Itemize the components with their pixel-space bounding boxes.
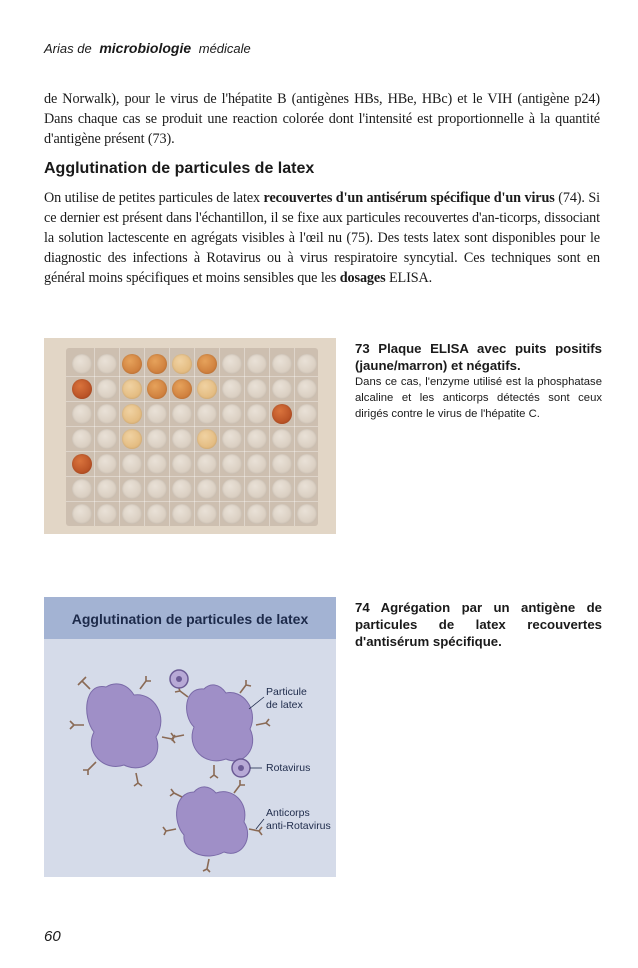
negative-well <box>247 454 267 474</box>
negative-well <box>297 479 317 499</box>
positive-well <box>147 354 167 374</box>
negative-well <box>97 454 117 474</box>
negative-well <box>97 404 117 424</box>
plate-grid-line <box>219 348 220 526</box>
diagram-illustration <box>44 597 336 877</box>
plate-grid-line <box>244 348 245 526</box>
negative-well <box>222 429 242 449</box>
elisa-plate-photo <box>44 338 336 534</box>
negative-well <box>247 479 267 499</box>
plate-grid-line <box>119 348 120 526</box>
negative-well <box>147 404 167 424</box>
plate-grid-line <box>144 348 145 526</box>
negative-well <box>297 454 317 474</box>
label-antibody-line1: Anticorps <box>266 807 310 819</box>
positive-well <box>122 429 142 449</box>
negative-well <box>297 379 317 399</box>
positive-well <box>72 454 92 474</box>
negative-well <box>222 404 242 424</box>
negative-well <box>147 479 167 499</box>
negative-well <box>272 454 292 474</box>
diagram-title: Agglutination de particules de latex <box>71 611 309 627</box>
negative-well <box>147 454 167 474</box>
plate-grid-line <box>66 426 318 427</box>
negative-well <box>97 504 117 524</box>
figure-74-caption-title: 74 Agrégation par un antigène de particules de latex recouvertes d'antisérum spécifique. <box>355 600 602 649</box>
negative-well <box>197 404 217 424</box>
negative-well <box>122 504 142 524</box>
negative-well <box>97 479 117 499</box>
negative-well <box>297 404 317 424</box>
positive-well <box>122 404 142 424</box>
negative-well <box>147 504 167 524</box>
header-brand: microbiologie <box>99 40 192 56</box>
negative-well <box>197 504 217 524</box>
negative-well <box>222 379 242 399</box>
header-suffix: médicale <box>198 41 251 56</box>
negative-well <box>247 504 267 524</box>
plate-grid-line <box>194 348 195 526</box>
negative-well <box>247 354 267 374</box>
negative-well <box>97 354 117 374</box>
latex-paragraph-bold1: recouvertes d'un antisérum spécifique d'un virus <box>263 190 555 206</box>
positive-well <box>122 354 142 374</box>
latex-paragraph <box>44 188 600 288</box>
negative-well <box>247 379 267 399</box>
latex-particle <box>187 685 253 761</box>
negative-well <box>172 404 192 424</box>
label-antibody-line2: anti-Rotavirus <box>266 820 331 832</box>
negative-well <box>172 454 192 474</box>
label-rotavirus: Rotavirus <box>266 762 311 774</box>
negative-well <box>97 429 117 449</box>
negative-well <box>272 479 292 499</box>
negative-well <box>297 354 317 374</box>
label-latex-particle-line2: de latex <box>266 699 303 711</box>
header-prefix: Arias de <box>44 41 92 56</box>
plate-grid-line <box>66 476 318 477</box>
negative-well <box>222 479 242 499</box>
agglutination-diagram <box>44 597 336 877</box>
latex-paragraph-bold2: dosages <box>339 270 386 286</box>
latex-paragraph-part2: (74). Si ce dernier est présent dans l'échantillon, il se fixe aux particules recouvertes d'an-ticorps, dissociant la solution lactescente en agrégats visibles à l'œil nu (75). Des tests latex sont disponibles pour le diagnostic des infections à Rotavirus ou à virus respiratoire syncytial. Ces techniques sont en général moins spécifiques et moins sensibles que les <box>44 190 601 286</box>
negative-well <box>247 404 267 424</box>
positive-well <box>172 379 192 399</box>
label-latex-particle-line1: Particule <box>266 686 307 698</box>
latex-particle <box>177 787 248 856</box>
negative-well <box>122 454 142 474</box>
running-header <box>44 40 251 56</box>
negative-well <box>97 379 117 399</box>
figure-74-caption <box>355 599 602 650</box>
negative-well <box>172 429 192 449</box>
negative-well <box>172 479 192 499</box>
positive-well <box>197 354 217 374</box>
plate-grid-line <box>66 401 318 402</box>
negative-well <box>272 379 292 399</box>
elisa-plate <box>66 348 318 526</box>
label-antibody <box>266 807 331 833</box>
negative-well <box>172 504 192 524</box>
intro-paragraph: de Norwalk), pour le virus de l'hépatite B (antigènes HBs, HBe, HBc) et le VIH (antigène p24) Dans chaque cas se produit une reaction colorée dont l'intensité est proportionnelle à la quantité d'antigène présent (73). <box>44 91 600 147</box>
negative-well <box>72 354 92 374</box>
plate-grid-line <box>169 348 170 526</box>
figure-73-caption-title: 73 Plaque ELISA avec puits positifs (jaune/marron) et négatifs. <box>355 341 602 373</box>
negative-well <box>272 354 292 374</box>
page-number: 60 <box>44 928 61 945</box>
plate-grid-line <box>66 451 318 452</box>
negative-well <box>272 504 292 524</box>
negative-well <box>72 504 92 524</box>
positive-well <box>122 379 142 399</box>
negative-well <box>72 479 92 499</box>
latex-paragraph-part1: On utilise de petites particules de latex <box>44 190 264 206</box>
positive-well <box>172 354 192 374</box>
positive-well <box>147 379 167 399</box>
latex-particle <box>87 684 161 768</box>
positive-well <box>197 429 217 449</box>
section-title: Agglutination de particules de latex <box>44 160 315 177</box>
negative-well <box>222 504 242 524</box>
negative-well <box>222 354 242 374</box>
positive-well <box>197 379 217 399</box>
negative-well <box>197 454 217 474</box>
plate-grid-line <box>269 348 270 526</box>
negative-well <box>247 429 267 449</box>
positive-well <box>72 379 92 399</box>
plate-grid-line <box>66 376 318 377</box>
plate-grid-line <box>66 501 318 502</box>
negative-well <box>147 429 167 449</box>
latex-paragraph-part3: ELISA. <box>385 270 433 286</box>
negative-well <box>197 479 217 499</box>
plate-grid-line <box>94 348 95 526</box>
plate-grid-line <box>294 348 295 526</box>
negative-well <box>297 504 317 524</box>
label-latex-particle <box>266 686 307 712</box>
figure-73-caption-text: Dans ce cas, l'enzyme utilisé est la phosphatase alcaline et les anticorps détectés sont ceux dirigés contre le virus de l'hépatite C. <box>355 376 602 420</box>
negative-well <box>297 429 317 449</box>
negative-well <box>222 454 242 474</box>
negative-well <box>272 429 292 449</box>
figure-73-caption <box>355 340 602 422</box>
negative-well <box>72 404 92 424</box>
positive-well <box>272 404 292 424</box>
negative-well <box>122 479 142 499</box>
negative-well <box>72 429 92 449</box>
